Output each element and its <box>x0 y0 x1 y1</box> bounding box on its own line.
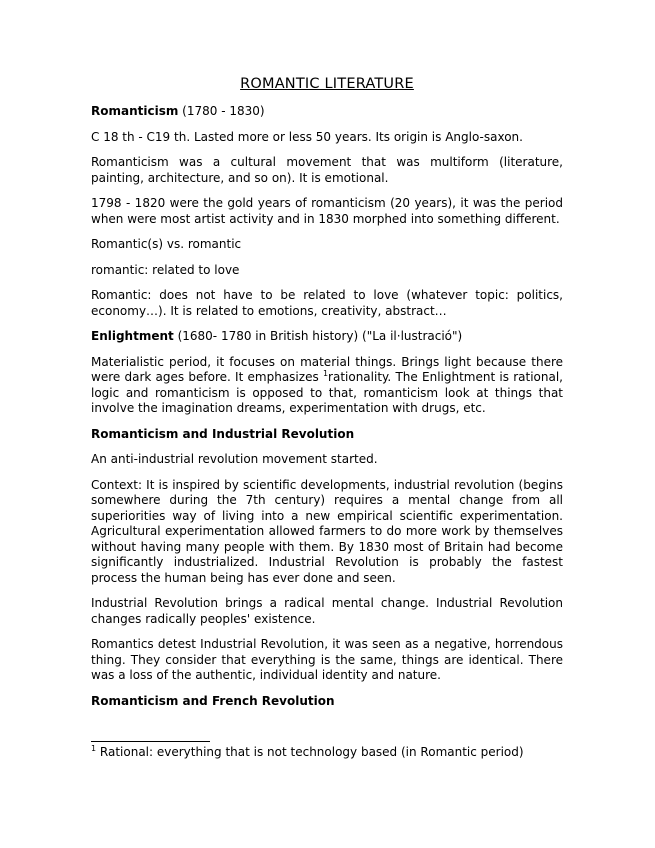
paragraph-materialistic <box>91 355 563 417</box>
paragraph-mental-change: Industrial Revolution brings a radical mental change. Industrial Revolution changes radically peoples' existence. <box>91 596 563 626</box>
section-heading-enlightment <box>91 329 563 345</box>
paragraph-romantics-vs: Romantic(s) vs. romantic <box>91 237 242 251</box>
paragraph-cultural-movement: Romanticism was a cultural movement that was multiform (literature, painting, architecture, and so on). It is emotional. <box>91 155 563 185</box>
paragraph-context: Context: It is inspired by scientific developments, industrial revolution (begins somewhere during the 7th century) requires a mental change from all superiorities way of living into a new empirical scientific experimentation. Agricultural experimentation allowed farmers to do more work by themselves without having many people with them. By 1830 most of Britain had become significantly industrialized. Industrial Revolution is probably the fastest process the human being has ever done and seen. <box>91 477 563 585</box>
footnote-text: Rational: everything that is not technology based (in Romantic period) <box>96 745 524 759</box>
paragraph-romantics-detest: Romantics detest Industrial Revolution, it was seen as a negative, horrendous thing. They consider that everything is the same, things are identical. There was a loss of the authentic, individual identity and nature. <box>91 637 563 682</box>
page-title: ROMANTIC LITERATURE <box>240 76 414 92</box>
footnote <box>91 745 563 761</box>
paragraph-text: Materialistic period, it focuses on material things. Brings light because there were dark ages before. It emphasizes <box>91 354 563 384</box>
section-heading-french: Romanticism and French Revolution <box>91 693 335 708</box>
paragraph-anti-industrial: An anti-industrial revolution movement started. <box>91 452 378 466</box>
section-heading-dates: (1780 - 1830) <box>178 104 265 118</box>
document-page <box>91 74 563 719</box>
section-heading-label: Romanticism <box>91 104 179 118</box>
section-heading-romanticism <box>91 104 563 120</box>
paragraph-text: rationality. The Enlightment is rational, logic and romanticism is opposed to that, romanticism look at things that involve the imagination dreams, experimentation with drugs, etc. <box>91 370 563 415</box>
paragraph-romantic-love: romantic: related to love <box>91 262 240 277</box>
paragraph-gold-years: 1798 - 1820 were the gold years of romanticism (20 years), it was the period when were most artist activity and in 1830 morphed into something different. <box>91 196 563 226</box>
footnote-separator <box>91 741 210 742</box>
footnote-mark: 1 <box>91 744 97 753</box>
section-heading-dates: (1680- 1780 in British history) ("La il·lustració") <box>173 329 463 343</box>
section-heading-industrial: Romanticism and Industrial Revolution <box>91 426 355 441</box>
footnote-reference[interactable]: 1 <box>322 369 329 378</box>
section-heading-label: Enlightment <box>91 329 174 343</box>
paragraph-period: C 18 th - C19 th. Lasted more or less 50 years. Its origin is Anglo-saxon. <box>91 129 523 144</box>
paragraph-romantic-definition: Romantic: does not have to be related to love (whatever topic: politics, economy…). It is related to emotions, creativity, abstract… <box>91 288 563 318</box>
